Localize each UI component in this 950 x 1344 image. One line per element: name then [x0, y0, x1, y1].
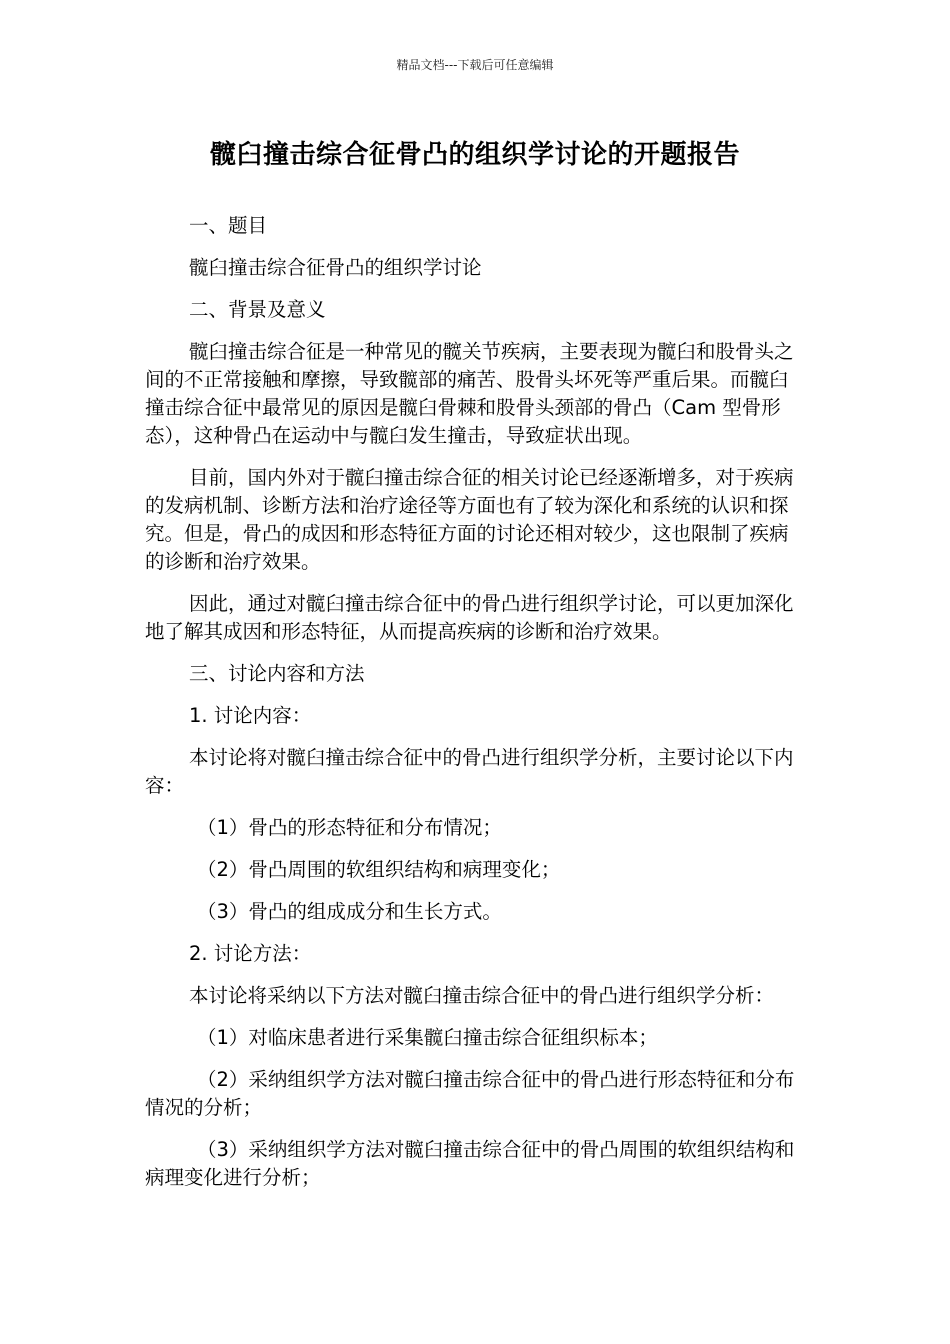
content-item-3: （3）骨凸的组成成分和生长方式。	[197, 900, 502, 923]
section-heading-content-methods: 三、讨论内容和方法	[189, 662, 365, 685]
document-body	[145, 212, 807, 1206]
background-paragraph-2: 目前，国内外对于髋臼撞击综合征的相关讨论已经逐渐增多，对于疾病的发病机制、诊断方法和治疗途径等方面也有了较为深化和系统的认识和探究。但是，骨凸的成因和形态特征方面的讨论还相对较少，这也限制了疾病的诊断和治疗效果。	[145, 466, 794, 573]
methods-item-2: （2）采纳组织学方法对髋臼撞击综合征中的骨凸进行形态特征和分布情况的分析；	[145, 1068, 795, 1119]
content-item-1: （1）骨凸的形态特征和分布情况；	[197, 816, 502, 839]
content-item-2: （2）骨凸周围的软组织结构和病理变化；	[197, 858, 561, 881]
background-paragraph-3: 因此，通过对髋臼撞击综合征中的骨凸进行组织学讨论，可以更加深化地了解其成因和形态特征，从而提高疾病的诊断和治疗效果。	[145, 592, 794, 643]
content-intro-paragraph: 本讨论将对髋臼撞击综合征中的骨凸进行组织学分析，主要讨论以下内容：	[145, 746, 794, 797]
document-title: 髋臼撞击综合征骨凸的组织学讨论的开题报告	[209, 140, 740, 170]
subheading-content: 1. 讨论内容：	[189, 704, 312, 727]
topic-text: 髋臼撞击综合征骨凸的组织学讨论	[189, 256, 482, 279]
subheading-methods: 2. 讨论方法：	[189, 942, 312, 965]
background-paragraph-1: 髋臼撞击综合征是一种常见的髋关节疾病，主要表现为髋臼和股骨头之间的不正常接触和摩擦，导致髋部的痛苦、股骨头坏死等严重后果。而髋臼撞击综合征中最常见的原因是髋臼骨棘和股骨头颈部的骨凸（Cam 型骨形态），这种骨凸在运动中与髋臼发生撞击，导致症状出现。	[145, 340, 794, 447]
methods-intro-paragraph: 本讨论将采纳以下方法对髋臼撞击综合征中的骨凸进行组织学分析：	[189, 984, 775, 1007]
section-heading-topic: 一、题目	[189, 214, 268, 237]
section-heading-background: 二、背景及意义	[189, 298, 326, 321]
page-header: 精品文档---下载后可任意编辑	[396, 58, 554, 72]
methods-item-1: （1）对临床患者进行采集髋臼撞击综合征组织标本；	[197, 1026, 658, 1049]
methods-item-3: （3）采纳组织学方法对髋臼撞击综合征中的骨凸周围的软组织结构和病理变化进行分析；	[145, 1138, 795, 1189]
